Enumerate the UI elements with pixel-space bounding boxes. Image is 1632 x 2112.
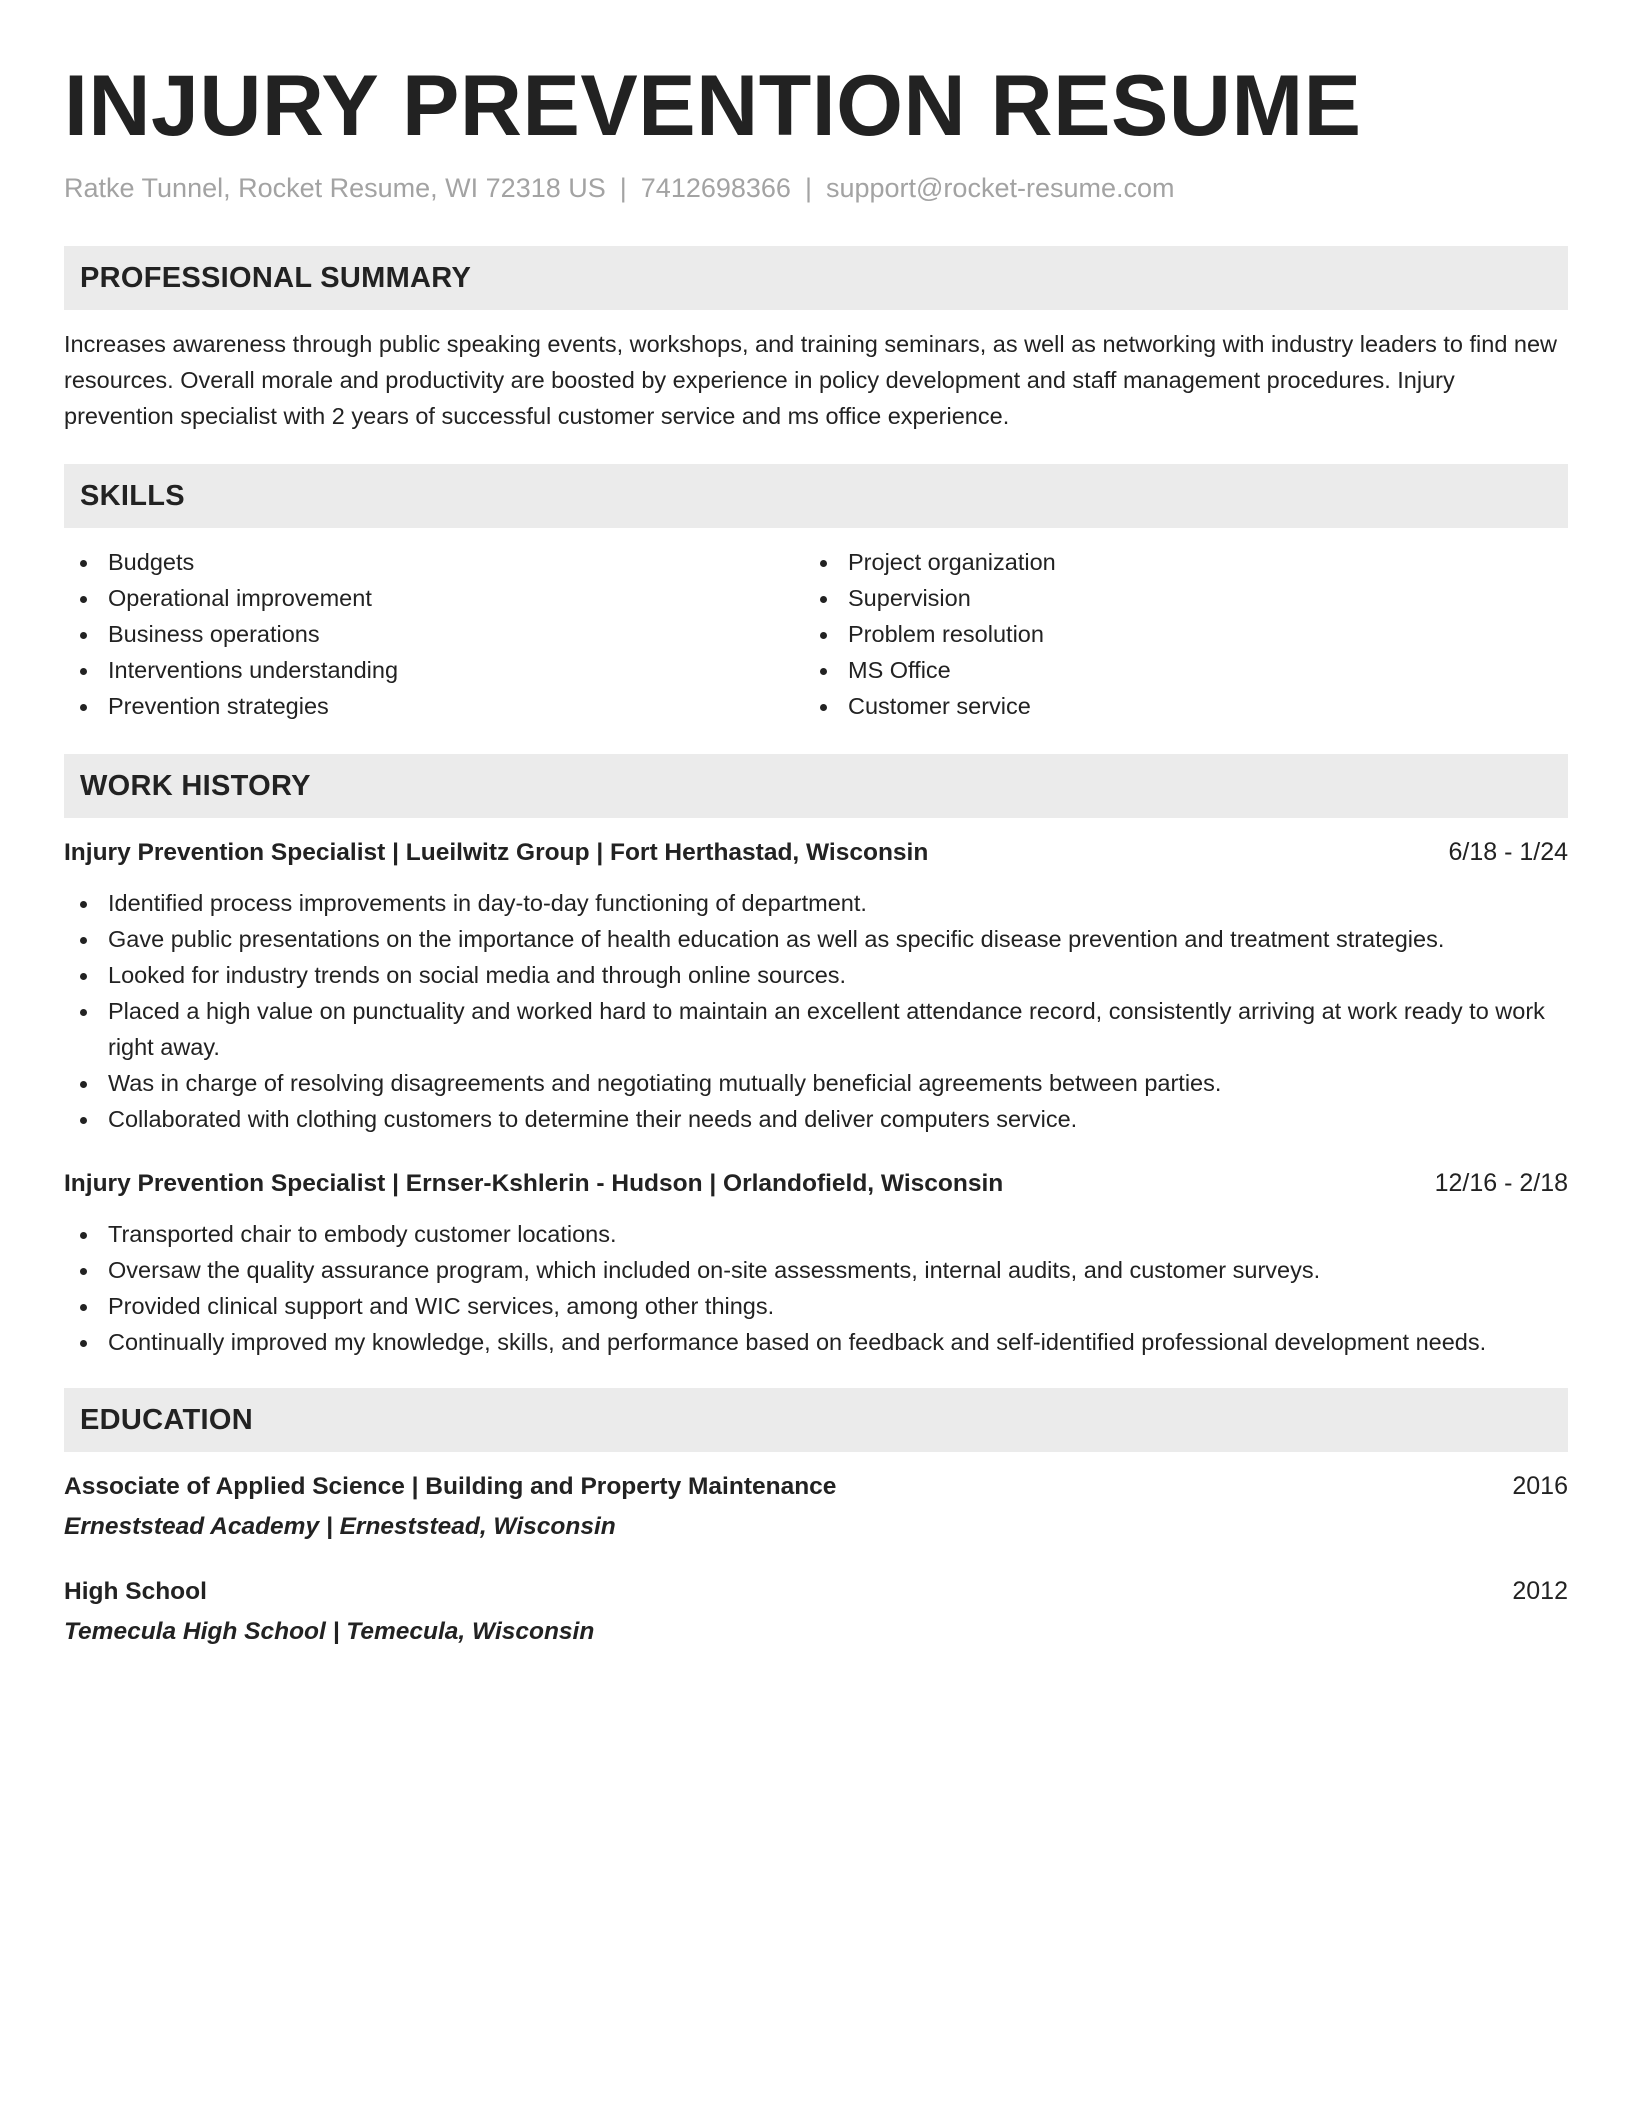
education-year: 2016 xyxy=(1512,1472,1568,1500)
job-bullet: Was in charge of resolving disagreements and negotiating mutually beneficial agreements between parties. xyxy=(64,1065,1568,1101)
skills-list xyxy=(64,544,804,724)
job-header-row xyxy=(64,1165,1568,1202)
job-entry xyxy=(64,834,1568,1137)
contact-separator: | xyxy=(804,173,812,203)
resume-name: INJURY PREVENTION RESUME xyxy=(64,58,1362,154)
education-header-row xyxy=(64,1468,1568,1505)
skill-item: Interventions understanding xyxy=(64,652,804,688)
section-header-work-history: WORK HISTORY xyxy=(64,754,1568,818)
skill-item: Prevention strategies xyxy=(64,688,804,724)
skills-list xyxy=(804,544,1544,724)
job-bullet: Gave public presentations on the importance of health education as well as specific disease prevention and treatment strategies. xyxy=(64,921,1568,957)
skill-item: Supervision xyxy=(804,580,1544,616)
school-name: Erneststead Academy | Erneststead, Wisconsin xyxy=(64,1513,616,1540)
education-header-row xyxy=(64,1573,1568,1610)
section-header-education: EDUCATION xyxy=(64,1388,1568,1452)
school-name: Temecula High School | Temecula, Wisconsin xyxy=(64,1618,595,1645)
education-year: 2012 xyxy=(1512,1577,1568,1605)
education-entry xyxy=(64,1468,1568,1545)
contact-separator: | xyxy=(619,173,627,203)
job-bullet: Identified process improvements in day-to-day functioning of department. xyxy=(64,885,1568,921)
job-bullet: Provided clinical support and WIC services, among other things. xyxy=(64,1288,1568,1324)
skill-item: Business operations xyxy=(64,616,804,652)
degree-title: High School xyxy=(64,1578,207,1605)
job-title: Injury Prevention Specialist | Ernser-Kshlerin - Hudson | Orlandofield, Wisconsin xyxy=(64,1170,1004,1197)
summary-text: Increases awareness through public speaking events, workshops, and training seminars, as well as networking with industry leaders to find new resources. Overall morale and productivity are boosted by experience in policy development and staff management procedures. Injury prevention specialist with 2 years of successful customer service and ms office experience. xyxy=(64,331,1558,429)
job-entry xyxy=(64,1165,1568,1360)
job-title: Injury Prevention Specialist | Lueilwitz Group | Fort Herthastad, Wisconsin xyxy=(64,839,929,866)
job-header-row xyxy=(64,834,1568,871)
job-bullets xyxy=(64,885,1568,1137)
job-dates: 12/16 - 2/18 xyxy=(1434,1169,1568,1197)
skills-column-right xyxy=(804,544,1544,724)
skills-grid xyxy=(64,544,1568,724)
skill-item: Customer service xyxy=(804,688,1544,724)
skill-item: Project organization xyxy=(804,544,1544,580)
contact-email: support@rocket-resume.com xyxy=(825,173,1175,203)
job-bullet: Looked for industry trends on social media and through online sources. xyxy=(64,957,1568,993)
skill-item: Problem resolution xyxy=(804,616,1544,652)
skill-item: MS Office xyxy=(804,652,1544,688)
contact-line xyxy=(64,170,1568,206)
degree-title: Associate of Applied Science | Building and Property Maintenance xyxy=(64,1473,837,1500)
education-entry xyxy=(64,1573,1568,1650)
job-bullet: Transported chair to embody customer locations. xyxy=(64,1216,1568,1252)
skill-item: Operational improvement xyxy=(64,580,804,616)
contact-address: Ratke Tunnel, Rocket Resume, WI 72318 US xyxy=(64,173,606,203)
job-bullet: Oversaw the quality assurance program, which included on-site assessments, internal audits, and customer surveys. xyxy=(64,1252,1568,1288)
job-bullet: Placed a high value on punctuality and worked hard to maintain an excellent attendance record, consistently arriving at work ready to work right away. xyxy=(64,993,1568,1065)
job-bullet: Collaborated with clothing customers to determine their needs and deliver computers service. xyxy=(64,1101,1568,1137)
job-bullet: Continually improved my knowledge, skills, and performance based on feedback and self-identified professional development needs. xyxy=(64,1324,1568,1360)
skill-item: Budgets xyxy=(64,544,804,580)
section-header-summary: PROFESSIONAL SUMMARY xyxy=(64,246,1568,310)
skills-column-left xyxy=(64,544,804,724)
job-dates: 6/18 - 1/24 xyxy=(1448,838,1568,866)
section-header-skills: SKILLS xyxy=(64,464,1568,528)
job-bullets xyxy=(64,1216,1568,1360)
contact-phone: 7412698366 xyxy=(640,173,791,203)
